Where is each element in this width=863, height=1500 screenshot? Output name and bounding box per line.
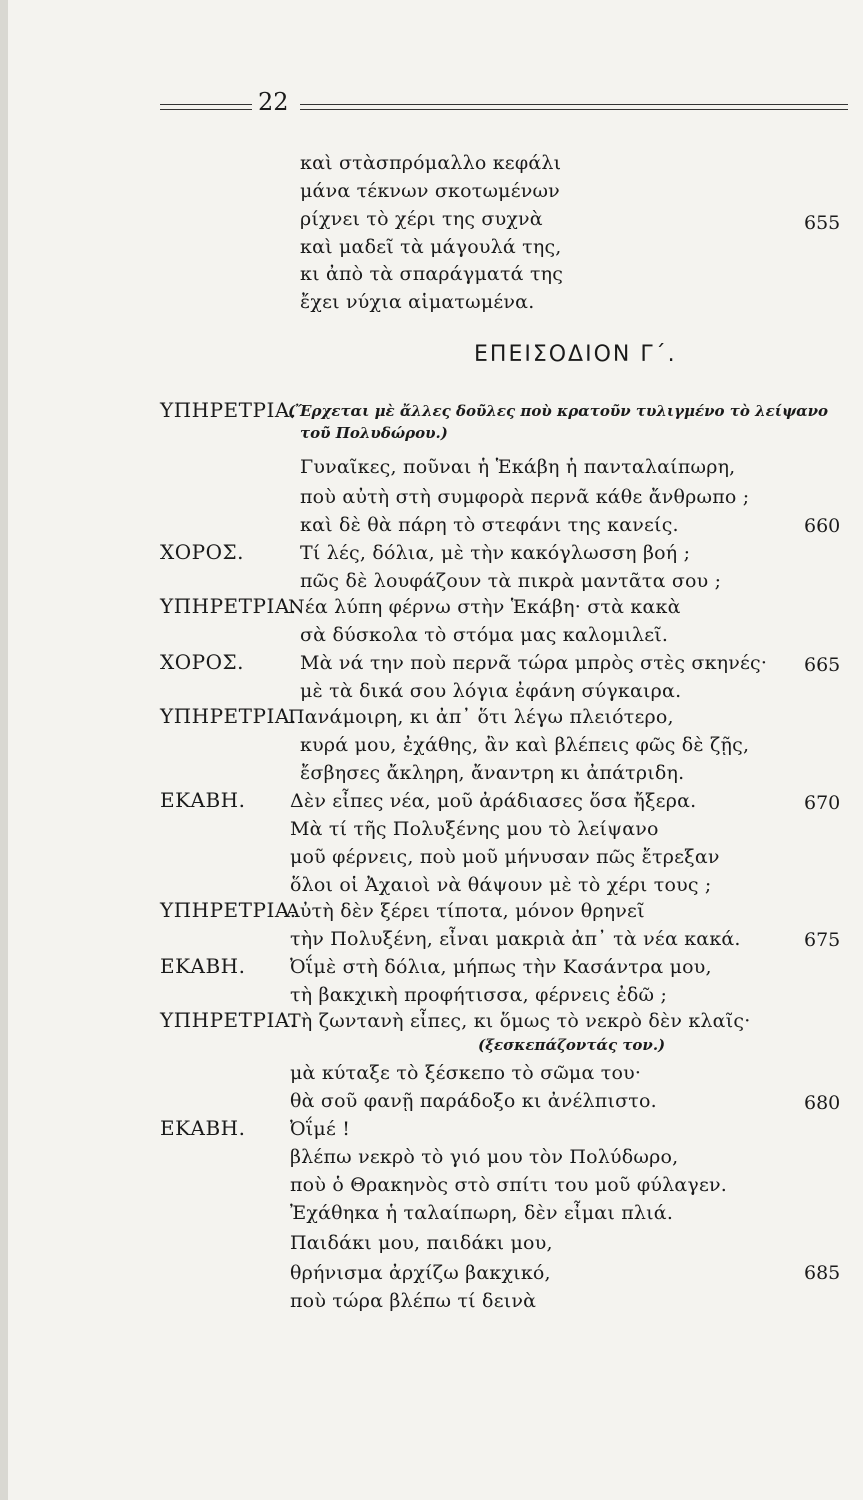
verse-line: Μὰ νά την ποὺ περνᾶ τώρα μπρὸς στὲς σκηνές· <box>300 652 768 674</box>
header-rule-left <box>160 104 252 110</box>
speaker-label: ΕΚΑΒΗ. <box>160 788 246 812</box>
speaker-label: ΕΚΑΒΗ. <box>160 1116 246 1140</box>
episode-title: ΕΠΕΙΣΟΔΙΟΝ Γ΄. <box>474 342 677 367</box>
header-rule-right <box>300 104 848 110</box>
line-number: 685 <box>804 1262 841 1284</box>
verse-line: ποὺ αὐτὴ στὴ συμφορὰ περνᾶ κάθε ἄνθρωπο ; <box>300 486 750 508</box>
verse-line: τὴ βακχικὴ προφήτισσα, φέρνεις ἐδῶ ; <box>290 984 668 1006</box>
verse-line: καὶ δὲ θὰ πάρη τὸ στεφάνι της κανείς. <box>300 514 679 536</box>
speaker-label: ΥΠΗΡΕΤΡΙΑ. <box>160 1008 297 1032</box>
verse-line: θρήνισμα ἀρχίζω βακχικό, <box>290 1262 551 1284</box>
stage-direction: τοῦ Πολυδώρου.) <box>300 424 448 442</box>
stage-direction: (Ἔρχεται μὲ ἄλλες δοῦλες ποὺ κρατοῦν τυλιγμένο τὸ λείψανο <box>288 402 829 420</box>
verse-line: Παιδάκι μου, παιδάκι μου, <box>290 1232 553 1254</box>
line-number: 670 <box>804 792 841 814</box>
verse-line: Μὰ τί τῆς Πολυξένης μου τὸ λείψανο <box>290 818 659 840</box>
verse-line: Πανάμοιρη, κι ἀπ᾽ ὅτι λέγω πλειότερο, <box>288 706 674 728</box>
page-number: 22 <box>258 88 289 116</box>
line-number: 665 <box>804 654 841 676</box>
stage-direction: (ξεσκεπάζοντάς τον.) <box>478 1036 666 1054</box>
speaker-label: ΥΠΗΡΕΤΡΙΑ. <box>160 594 297 618</box>
line-number: 680 <box>804 1092 841 1114</box>
verse-line: Ὀΐμέ ! <box>290 1118 351 1140</box>
verse-line: μὰ κύταξε τὸ ξέσκεπο τὸ σῶμα του· <box>290 1062 642 1084</box>
verse-line: μάνα τέκνων σκοτωμένων <box>300 180 560 202</box>
speaker-label: ΥΠΗΡΕΤΡΙΑ. <box>160 704 297 728</box>
verse-line: πῶς δὲ λουφάζουν τὰ πικρὰ μαντᾶτα σου ; <box>300 570 722 592</box>
verse-line: θὰ σοῦ φανῇ παράδοξο κι ἀνέλπιστο. <box>290 1090 657 1112</box>
speaker-label: ΕΚΑΒΗ. <box>160 954 246 978</box>
verse-line: Αὐτὴ δὲν ξέρει τίποτα, μόνον θρηνεῖ <box>286 900 645 922</box>
verse-line: ἔχει νύχια αἱματωμένα. <box>300 291 535 313</box>
line-number: 660 <box>804 515 841 537</box>
verse-line: μὲ τὰ δικά σου λόγια ἐφάνη σύγκαιρα. <box>300 680 682 702</box>
verse-line: τὴν Πολυξένη, εἶναι μακριὰ ἀπ᾽ τὰ νέα κακά. <box>290 928 741 950</box>
verse-line: Ἐχάθηκα ἡ ταλαίπωρη, δὲν εἶμαι πλιά. <box>290 1202 674 1224</box>
verse-line: μοῦ φέρνεις, ποὺ μοῦ μήνυσαν πῶς ἔτρεξαν <box>290 846 720 868</box>
verse-line: ποὺ ὁ Θρακηνὸς στὸ σπίτι του μοῦ φύλαγεν. <box>290 1174 727 1196</box>
verse-line: Γυναῖκες, ποῦναι ἡ Ἑκάβη ἡ πανταλαίπωρη, <box>300 456 736 478</box>
verse-line: ὅλοι οἱ Ἀχαιοὶ νὰ θάψουν μὲ τὸ χέρι τους ; <box>290 874 712 896</box>
verse-line: σὰ δύσκολα τὸ στόμα μας καλομιλεῖ. <box>300 624 669 646</box>
verse-line: Νέα λύπη φέρνω στὴν Ἑκάβη· στὰ κακὰ <box>288 596 681 618</box>
line-number: 655 <box>804 212 841 234</box>
verse-line: ἔσβησες ἄκληρη, ἄναντρη κι ἀπάτριδη. <box>300 762 685 784</box>
speaker-label: ΥΠΗΡΕΤΡΙΑ. <box>160 898 297 922</box>
verse-line: καὶ στὰσπρόμαλλο κεφάλι <box>300 152 562 174</box>
verse-line: Ὀΐμὲ στὴ δόλια, μήπως τὴν Κασάντρα μου, <box>290 956 712 978</box>
verse-line: Τὴ ζωντανὴ εἶπες, κι ὅμως τὸ νεκρὸ δὲν κλαῖς· <box>288 1010 751 1032</box>
verse-line: κυρά μου, ἐχάθης, ἂν καὶ βλέπεις φῶς δὲ ζῇς, <box>300 734 750 756</box>
speaker-label: ΧΟΡΟΣ. <box>160 540 244 564</box>
page-left-edge <box>0 0 8 1500</box>
verse-line: ρίχνει τὸ χέρι της συχνὰ <box>300 208 543 230</box>
verse-line: ποὺ τώρα βλέπω τί δεινὰ <box>290 1290 537 1312</box>
speaker-label: ΥΠΗΡΕΤΡΙΑ. <box>160 398 297 422</box>
verse-line: καὶ μαδεῖ τὰ μάγουλά της, <box>300 236 562 258</box>
verse-line: Δὲν εἶπες νέα, μοῦ ἀράδιασες ὅσα ἤξερα. <box>290 790 697 812</box>
verse-line: Τί λές, δόλια, μὲ τὴν κακόγλωσση βοή ; <box>300 542 691 564</box>
verse-line: κι ἀπὸ τὰ σπαράγματά της <box>300 263 564 285</box>
verse-line: βλέπω νεκρὸ τὸ γιό μου τὸν Πολύδωρο, <box>290 1146 679 1168</box>
speaker-label: ΧΟΡΟΣ. <box>160 650 244 674</box>
line-number: 675 <box>804 929 841 951</box>
